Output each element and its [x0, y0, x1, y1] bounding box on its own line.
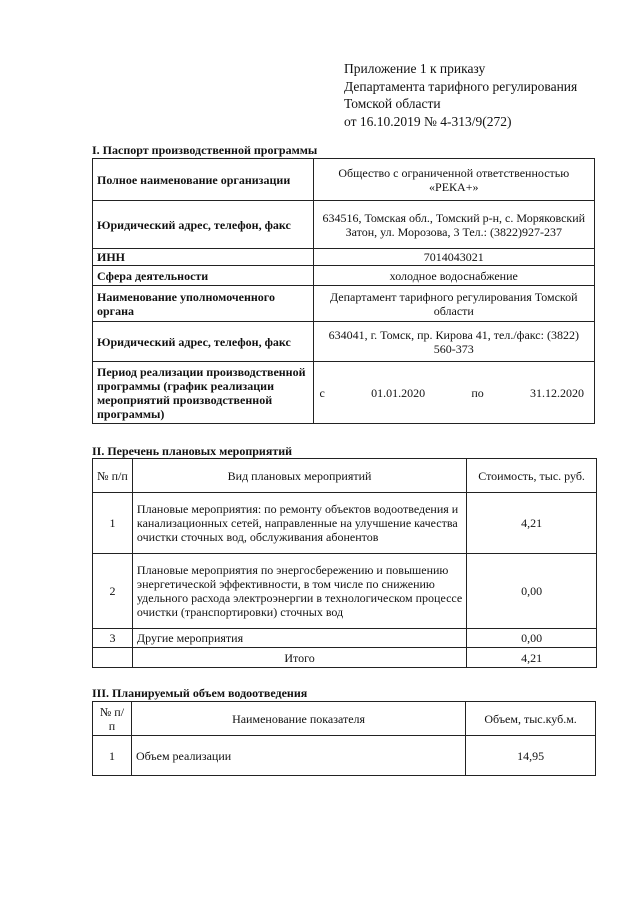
- header-line: Томской области: [344, 96, 441, 111]
- row-num: 1: [93, 493, 133, 554]
- volume-table: [92, 701, 596, 776]
- total-cost: 4,21: [467, 648, 597, 668]
- row-cost: 0,00: [467, 554, 597, 629]
- row-value: 7014043021: [313, 249, 594, 266]
- header-num: № п/п: [93, 702, 132, 736]
- row-label: Полное наименование организации: [93, 159, 314, 201]
- row-label: Сфера деятельности: [93, 266, 314, 286]
- row-name: Плановые мероприятия по энергосбережению и повышению энергетической эффективности, в том числе по снижению удельного расхода электроэнергии в технологическом процессе очистки (транспортировки) сточных вод: [132, 554, 466, 629]
- table-row: [93, 201, 595, 249]
- header-num: № п/п: [93, 459, 133, 493]
- section3-title: III. Планируемый объем водоотведения: [92, 686, 308, 700]
- period-from-date: 01.01.2020: [371, 385, 426, 400]
- period-from-word: с: [319, 385, 325, 400]
- row-cost: 0,00: [467, 629, 597, 648]
- row-name: Объем реализации: [131, 736, 465, 776]
- section1-title: I. Паспорт производственной программы: [92, 143, 318, 157]
- row-label: Юридический адрес, телефон, факс: [93, 322, 314, 362]
- header-line: от 16.10.2019 № 4-313/9(272): [344, 113, 512, 129]
- row-cost: 4,21: [467, 493, 597, 554]
- table-header-row: [93, 702, 596, 736]
- total-label: Итого: [132, 648, 466, 668]
- period-to-word: по: [471, 385, 484, 400]
- row-num: 2: [93, 554, 133, 629]
- row-label: Юридический адрес, телефон, факс: [93, 201, 314, 249]
- document-header: [344, 60, 624, 130]
- total-spacer: [93, 648, 133, 668]
- table-row: [93, 322, 595, 362]
- row-label: ИНН: [93, 249, 314, 266]
- table-total-row: [93, 648, 597, 668]
- period-label: Период реализации производственной программы (график реализации мероприятий производственной программы): [93, 362, 314, 424]
- header-name: Вид плановых мероприятий: [132, 459, 466, 493]
- header-name: Наименование показателя: [131, 702, 465, 736]
- row-value: холодное водоснабжение: [313, 266, 594, 286]
- table-row: [93, 286, 595, 322]
- row-name: Плановые мероприятия: по ремонту объектов водоотведения и канализационных сетей, направленные на улучшение качества очистки сточных вод, обслуживания абонентов: [132, 493, 466, 554]
- table-row: [93, 249, 595, 266]
- table-row: [93, 554, 597, 629]
- header-line: Департамента тарифного регулирования: [344, 78, 578, 94]
- header-value: Объем, тыс.куб.м.: [466, 702, 596, 736]
- row-name: Другие мероприятия: [132, 629, 466, 648]
- period-value: [313, 362, 594, 424]
- table-row: [93, 629, 597, 648]
- row-value: 634516, Томская обл., Томский р-н, с. Моряковский Затон, ул. Морозова, 3 Тел.: (3822)927-237: [313, 201, 594, 249]
- passport-table: [92, 158, 595, 424]
- row-num: 1: [93, 736, 132, 776]
- header-cost: Стоимость, тыс. руб.: [467, 459, 597, 493]
- row-value: Общество с ограниченной ответственностью «РЕКА+»: [313, 159, 594, 201]
- activities-table: [92, 458, 597, 668]
- row-value: 14,95: [466, 736, 596, 776]
- table-row: [93, 736, 596, 776]
- row-value: 634041, г. Томск, пр. Кирова 41, тел./факс: (3822) 560-373: [313, 322, 594, 362]
- row-value: Департамент тарифного регулирования Томской области: [313, 286, 594, 322]
- table-row: [93, 266, 595, 286]
- row-num: 3: [93, 629, 133, 648]
- table-row: [93, 362, 595, 424]
- table-row: [93, 493, 597, 554]
- period-to-date: 31.12.2020: [530, 385, 584, 400]
- section2-title: II. Перечень плановых мероприятий: [92, 444, 293, 458]
- header-line: Приложение 1 к приказу: [344, 61, 486, 76]
- table-header-row: [93, 459, 597, 493]
- row-label: Наименование уполномоченного органа: [93, 286, 314, 322]
- table-row: [93, 159, 595, 201]
